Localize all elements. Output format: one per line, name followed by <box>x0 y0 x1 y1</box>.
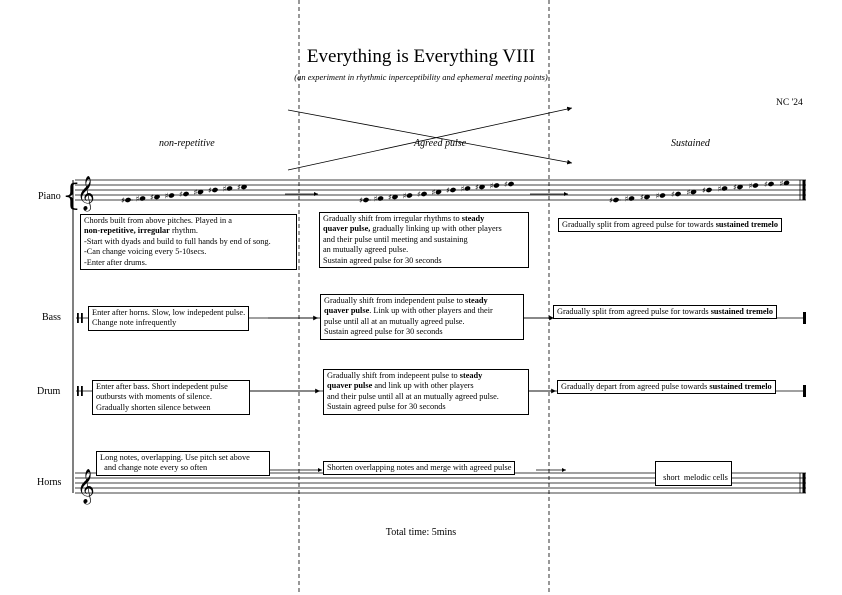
bass-instruction-2: Gradually shift from independent pulse to steady quaver pulse. Link up with other players and their pulse until all at an mutually agreed pulse. Sustain agreed pulse for 30 seconds <box>320 294 524 340</box>
sharp-sign-icon: ♯ <box>402 191 407 201</box>
piano-instruction-1: Chords built from above pitches. Played in a non-repetitive, irregular rhythm. -Start with dyads and build to full hands by end of song. -Can change voicing every 5-10secs. -Enter after drums. <box>80 214 297 270</box>
sharp-sign-icon: ♯ <box>686 188 691 197</box>
drum-instruction-1: Enter after bass. Short indepedent pulse outbursts with moments of silence. Gradually shorten silence between <box>92 380 250 415</box>
sharp-sign-icon: ♯ <box>179 190 183 199</box>
section-non-repetitive: non-repetitive <box>159 138 215 149</box>
sharp-sign-icon: ♯ <box>489 181 494 191</box>
notehead-icon <box>721 185 728 191</box>
sharp-sign-icon: ♯ <box>446 186 450 195</box>
notehead-icon <box>211 187 218 193</box>
notehead-icon <box>449 187 456 193</box>
sharp-sign-icon: ♯ <box>460 184 465 194</box>
notehead-icon <box>226 185 233 191</box>
sharp-sign-icon: ♯ <box>373 194 378 204</box>
sharp-sign-icon: ♯ <box>222 184 227 194</box>
notehead-icon <box>464 185 471 191</box>
piano-treble-clef-icon: 𝄞 <box>77 176 95 211</box>
notehead-icon <box>659 192 666 198</box>
notehead-icon <box>628 195 635 201</box>
sharp-sign-icon: ♯ <box>640 193 644 202</box>
bass-end-barline <box>803 312 806 324</box>
instrument-label-horns: Horns <box>37 477 62 488</box>
horns-treble-clef-icon: 𝄞 <box>77 469 95 504</box>
drum-instruction-2: Gradually shift from indepeent pulse to steady quaver pulse and link up with other players and their pulse until all at an mutually agreed pulse. Sustain agreed pulse for 30 seconds <box>323 369 529 415</box>
sharp-sign-icon: ♯ <box>748 181 753 191</box>
sharp-sign-icon: ♯ <box>121 196 125 205</box>
section-agreed-pulse: Agreed pulse <box>414 138 467 149</box>
total-time: Total time: 5mins <box>385 527 457 538</box>
sharp-sign-icon: ♯ <box>624 194 629 204</box>
sharp-sign-icon: ♯ <box>475 183 479 192</box>
page-subtitle: (an experiment in rhythmic inperceptibility and ephemeral meeting points) <box>294 72 548 82</box>
sharp-sign-icon: ♯ <box>717 184 722 194</box>
instrument-label-bass: Bass <box>42 312 61 323</box>
sharp-sign-icon: ♯ <box>417 190 421 199</box>
notehead-icon <box>377 195 384 201</box>
sharp-sign-icon: ♯ <box>702 186 706 195</box>
sharp-sign-icon: ♯ <box>671 190 675 199</box>
sharp-sign-icon: ♯ <box>388 193 392 202</box>
piano-instruction-3: Gradually split from agreed pulse for towards sustained tremelo <box>558 218 782 232</box>
notehead-icon <box>420 191 427 197</box>
drum-instruction-3: Gradually depart from agreed pulse towards sustained tremelo <box>557 380 776 394</box>
sharp-sign-icon: ♯ <box>655 191 660 201</box>
notehead-icon <box>752 182 759 188</box>
notehead-icon <box>406 192 413 198</box>
piano-brace: { <box>62 178 82 213</box>
notehead-icon <box>182 191 189 197</box>
horns-instruction-3: short melodic cells <box>655 461 732 486</box>
sharp-sign-icon: ♯ <box>150 193 154 202</box>
notehead-icon <box>507 181 514 187</box>
piano-instruction-2: Gradually shift from irregular rhythms to steady quaver pulse, gradually linking up with other players and their pulse until meeting and sustaining an mutually agreed pulse. Sustain agreed pulse for 30 seconds <box>319 212 529 268</box>
sharp-sign-icon: ♯ <box>733 183 737 192</box>
horns-instruction-1: Long notes, overlapping. Use pitch set above and change note every so often <box>96 451 270 476</box>
sharp-sign-icon: ♯ <box>764 180 768 189</box>
piano-staff <box>75 180 806 200</box>
section-sustained: Sustained <box>671 138 710 149</box>
notehead-icon <box>767 181 774 187</box>
composer-mark: NC '24 <box>776 98 803 108</box>
notehead-icon <box>168 192 175 198</box>
sharp-sign-icon: ♯ <box>504 180 508 189</box>
sharp-sign-icon: ♯ <box>431 188 436 197</box>
sharp-sign-icon: ♯ <box>609 196 613 205</box>
drum-end-barline <box>803 385 806 397</box>
sharp-sign-icon: ♯ <box>779 179 784 188</box>
sharp-sign-icon: ♯ <box>164 191 169 201</box>
instrument-label-piano: Piano <box>38 191 61 202</box>
sharp-sign-icon: ♯ <box>237 183 241 192</box>
sharp-sign-icon: ♯ <box>208 186 212 195</box>
piano-pitch-set <box>121 179 790 205</box>
instrument-label-drum: Drum <box>37 386 61 397</box>
sharp-sign-icon: ♯ <box>135 194 140 204</box>
bass-instruction-3: Gradually split from agreed pulse for towards sustained tremelo <box>553 305 777 319</box>
notehead-icon <box>493 182 500 188</box>
crossing-arrow-down <box>288 110 572 163</box>
horns-instruction-2: Shorten overlapping notes and merge with agreed pulse <box>323 461 515 475</box>
notehead-icon <box>674 191 681 197</box>
bass-instruction-1: Enter after horns. Slow, low indepedent pulse. Change note infrequently <box>88 306 249 331</box>
page-title: Everything is Everything VIII <box>306 46 536 67</box>
notehead-icon <box>139 195 146 201</box>
notehead-icon <box>705 187 712 193</box>
sharp-sign-icon: ♯ <box>359 196 363 205</box>
sharp-sign-icon: ♯ <box>193 188 198 197</box>
